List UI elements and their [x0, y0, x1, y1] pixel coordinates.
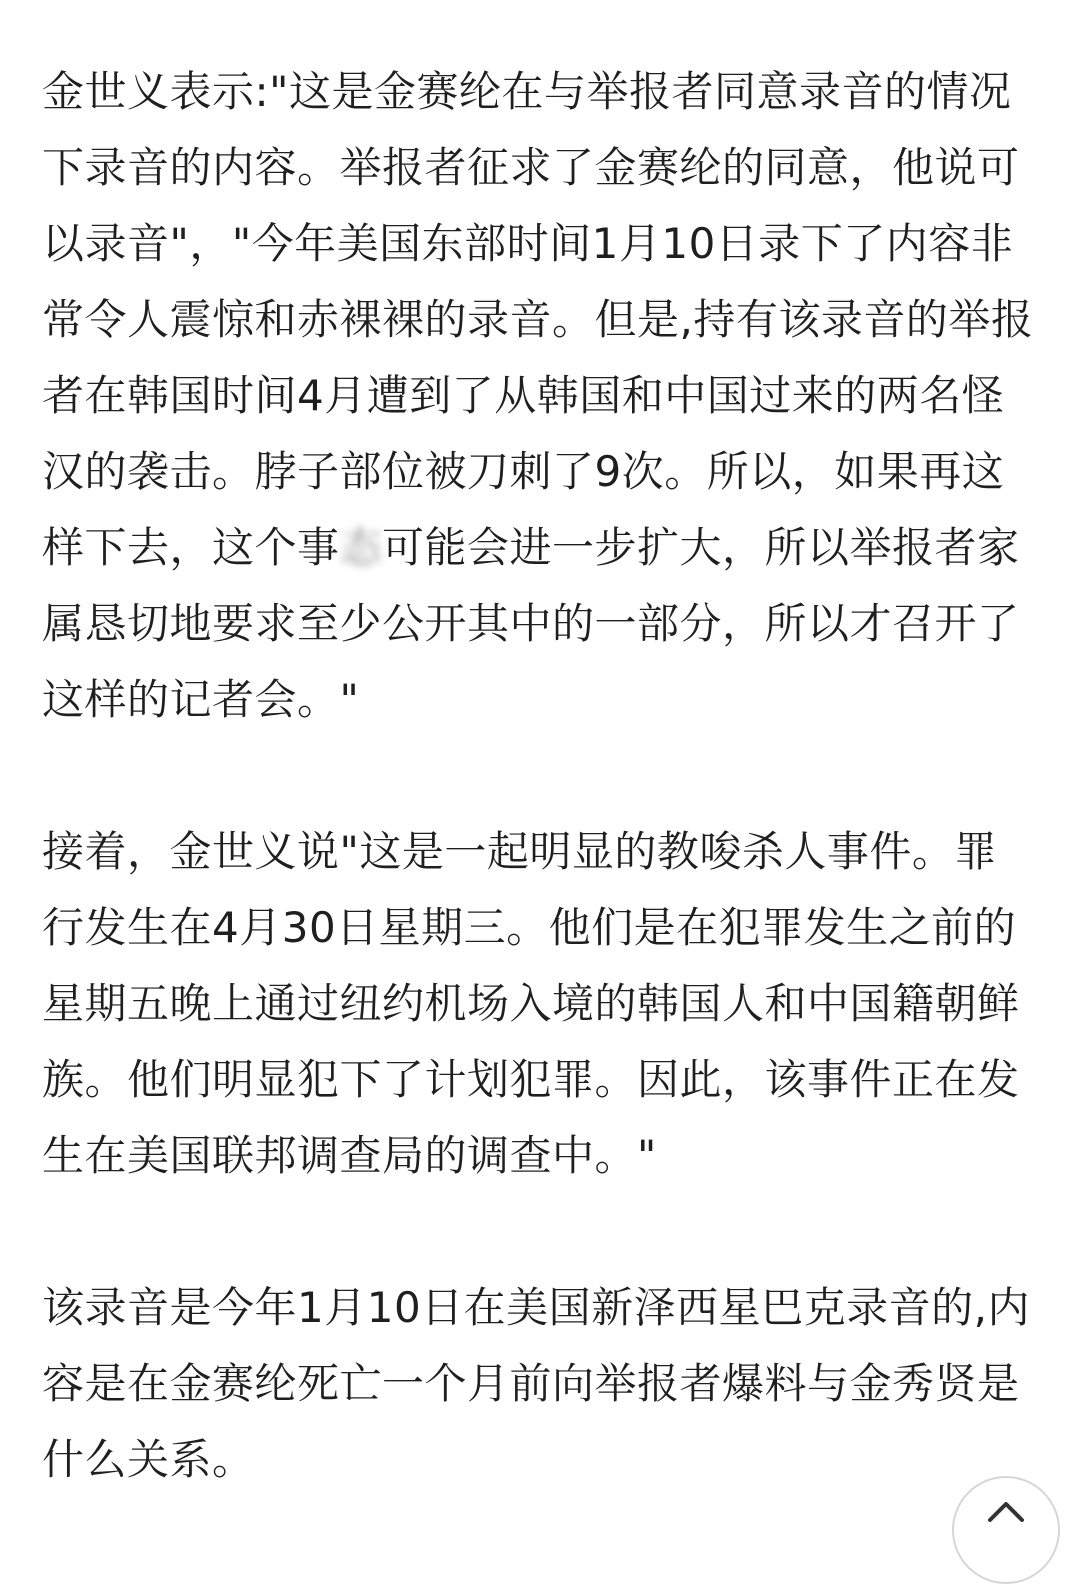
- article-body: [42, 54, 1038, 1498]
- paragraph-1-text: 金世义表示:"这是金赛纶在与举报者同意录音的情况下录音的内容。举报者征求了金赛纶的同意，他说可以录音"，"今年美国东部时间1月10日录下了内容非常令人震惊和赤裸裸的录音。但是,持有该录音的举报者在韩国时间4月遭到了从韩国和中国过来的两名怪汉的袭击。脖子部位被刀刺了9次。所以，如果再这样下去，这个事: [42, 67, 1034, 572]
- blurred-character: 态: [339, 523, 383, 572]
- paragraph-3: 该录音是今年1月10日在美国新泽西星巴克录音的,内容是在金赛纶死亡一个月前向举报者爆料与金秀贤是什么关系。: [42, 1283, 1031, 1484]
- paragraph-1-tail: 可能会进一步扩大，所以举报者家属恳切地要求至少公开其中的一部分，所以才召开了这样的记者会。": [42, 523, 1020, 724]
- scroll-to-top-button[interactable]: [952, 1476, 1060, 1584]
- chevron-up-icon: [986, 1478, 1026, 1528]
- paragraph-2: 接着，金世义说"这是一起明显的教唆杀人事件。罪行发生在4月30日星期三。他们是在犯罪发生之前的星期五晚上通过纽约机场入境的韩国人和中国籍朝鲜族。他们明显犯下了计划犯罪。因此，该事件正在发生在美国联邦调查局的调查中。": [42, 827, 1020, 1180]
- paragraph-1: [42, 54, 1038, 738]
